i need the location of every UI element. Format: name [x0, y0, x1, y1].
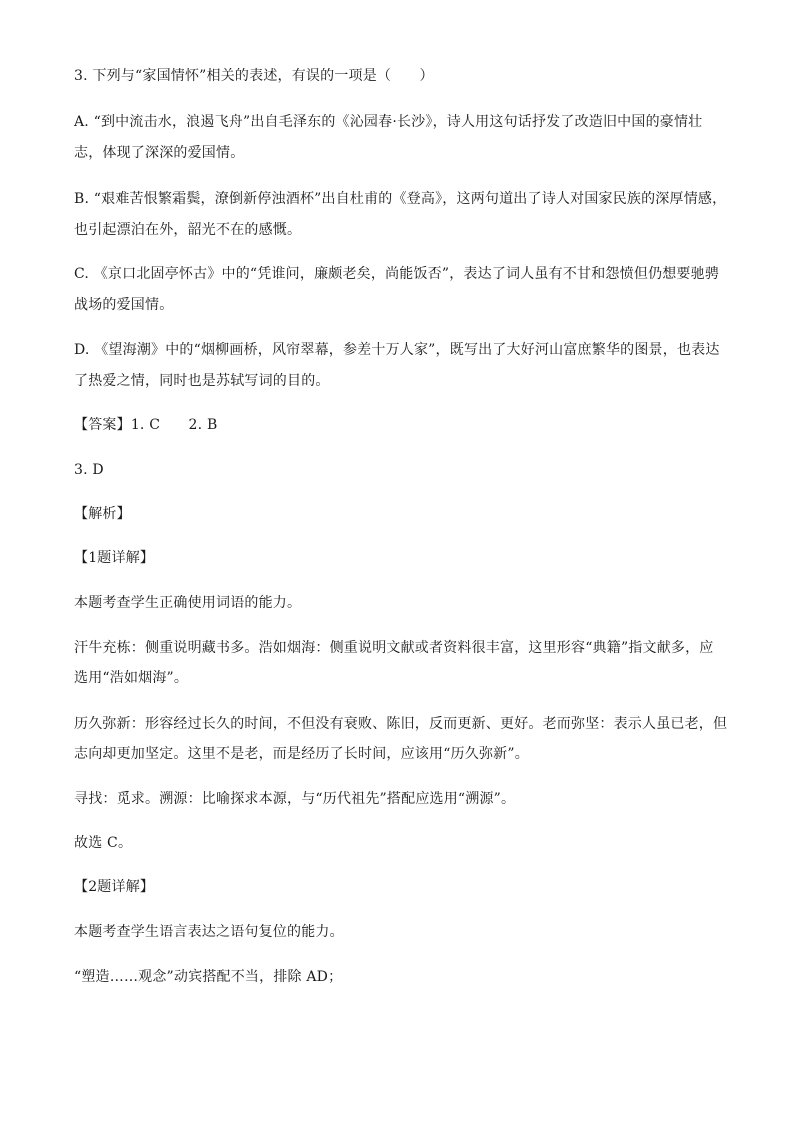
answer-label: 【答案】 [74, 417, 131, 433]
q2-intro: 本题考查学生语言表达之语句复位的能力。 [74, 924, 344, 940]
q1-paragraph-1-line-2: 选用“浩如烟海”。 [74, 670, 189, 686]
question-stem: 3. 下列与“家国情怀”相关的表述，有误的一项是（ ） [74, 68, 434, 84]
option-a-line-1: A. “到中流击水，浪遏飞舟”出自毛泽东的《沁园春·长沙》，诗人用这句话抒发了改造旧中国的豪情壮 [74, 114, 703, 130]
option-a-line-2: 志，体现了深深的爱国情。 [74, 145, 245, 161]
q1-heading: 【1题详解】 [74, 550, 155, 566]
analysis-label: 【解析】 [74, 506, 131, 522]
q2-paragraph-1: “塑造……观念”动宾搭配不当，排除 AD； [74, 969, 343, 985]
q1-paragraph-1-line-1: 汗牛充栋：侧重说明藏书多。浩如烟海：侧重说明文献或者资料很丰富，这里形容“典籍”指文献多，应 [74, 640, 714, 656]
q1-paragraph-2-line-1: 历久弥新：形容经过长久的时间，不但没有衰败、陈旧，反而更新、更好。老而弥坚：表示人虽已老，但 [74, 716, 728, 732]
option-b-line-2: 也引起漂泊在外，韶光不在的感慨。 [74, 222, 302, 238]
q2-heading: 【2题详解】 [74, 879, 155, 895]
q1-paragraph-3: 寻找：觅求。溯源：比喻探求本源，与“历代祖先”搭配应选用“溯源”。 [74, 791, 516, 807]
answer-line [74, 415, 217, 435]
option-c-line-1: C. 《京口北固亭怀古》中的“凭谁问，廉颇老矣，尚能饭否”，表达了词人虽有不甘和怨愤但仍想要驰骋 [74, 266, 720, 282]
option-d-line-2: 了热爱之情，同时也是苏轼写词的目的。 [74, 373, 330, 389]
answer-values: 1. C 2. B [130, 417, 218, 433]
option-d-line-1: D. 《望海潮》中的“烟柳画桥，风帘翠幕，参差十万人家”，既写出了大好河山富庶繁华的图景，也表达 [74, 342, 720, 358]
option-b-line-1: B. “艰难苦恨繁霜鬓，潦倒新停浊酒杯”出自杜甫的《登高》，这两句道出了诗人对国家民族的深厚情感， [74, 191, 727, 207]
q1-paragraph-2-line-2: 志向却更加坚定。这里不是老，而是经历了长时间，应该用“历久弥新”。 [74, 746, 529, 762]
q1-conclusion: 故选 C。 [74, 835, 133, 851]
q1-intro: 本题考查学生正确使用词语的能力。 [74, 595, 302, 611]
answer-line-2: 3. D [74, 462, 104, 478]
option-c-line-2: 战场的爱国情。 [74, 297, 174, 313]
